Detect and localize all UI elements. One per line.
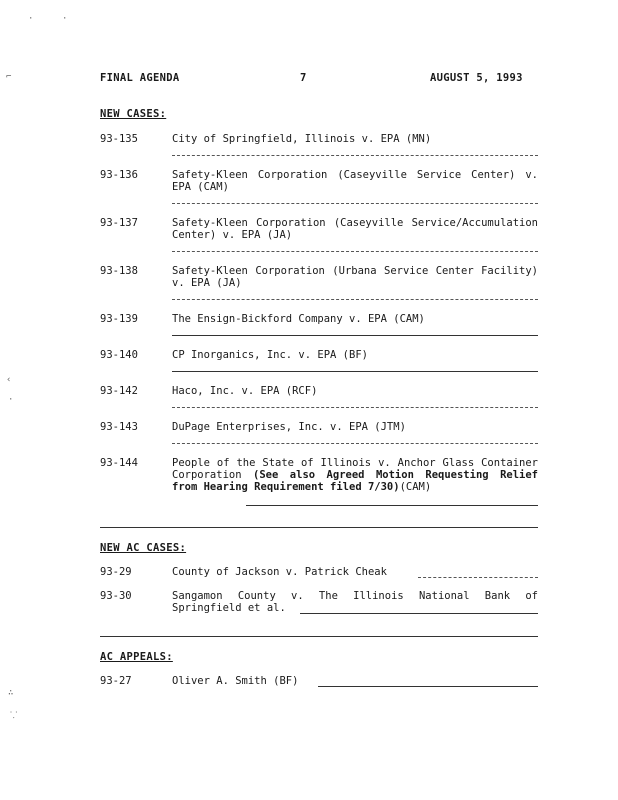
case-number: 93-144 xyxy=(100,457,138,469)
divider xyxy=(172,335,538,336)
scan-speck: · xyxy=(28,14,34,24)
divider xyxy=(246,505,538,506)
section-divider xyxy=(100,527,538,528)
case-number: 93-30 xyxy=(100,590,132,602)
case-number: 93-29 xyxy=(100,566,132,578)
scan-speck: · xyxy=(8,395,14,405)
case-title: Oliver A. Smith (BF) xyxy=(172,675,299,687)
scan-speck: ‹ xyxy=(6,375,12,385)
case-number: 93-142 xyxy=(100,385,138,397)
case-number: 93-136 xyxy=(100,169,138,181)
case-title: DuPage Enterprises, Inc. v. EPA (JTM) xyxy=(172,421,406,433)
agenda-date: AUGUST 5, 1993 xyxy=(430,72,523,84)
divider xyxy=(172,203,538,204)
case-title-plain: People of the State of Illinois v. Anchor Glass Container Corporation xyxy=(172,457,538,481)
divider xyxy=(318,686,538,687)
divider xyxy=(172,371,538,372)
case-title xyxy=(172,457,538,493)
case-number: 93-139 xyxy=(100,313,138,325)
divider xyxy=(172,443,538,444)
divider xyxy=(172,407,538,408)
scan-speck: · xyxy=(62,14,68,24)
divider xyxy=(172,299,538,300)
page-number: 7 xyxy=(300,72,307,84)
case-title: City of Springfield, Illinois v. EPA (MN) xyxy=(172,133,432,145)
section-ac-appeals: AC APPEALS: xyxy=(100,651,173,663)
case-title: The Ensign-Bickford Company v. EPA (CAM) xyxy=(172,313,425,325)
case-title: Safety-Kleen Corporation (Caseyville Service/Accumulation Center) v. EPA (JA) xyxy=(172,217,538,241)
scan-speck: ∴ xyxy=(8,688,14,698)
divider xyxy=(172,155,538,156)
case-title: Haco, Inc. v. EPA (RCF) xyxy=(172,385,318,397)
case-title: Sangamon County v. The Illinois National Bank of Springfield et al. xyxy=(172,590,538,614)
case-number: 93-27 xyxy=(100,675,132,687)
case-number: 93-140 xyxy=(100,349,138,361)
case-title: County of Jackson v. Patrick Cheak xyxy=(172,566,387,578)
scan-speck: ⌐ xyxy=(6,72,12,82)
divider xyxy=(172,251,538,252)
divider xyxy=(300,613,538,614)
section-new-ac-cases: NEW AC CASES: xyxy=(100,542,187,554)
section-divider xyxy=(100,636,538,637)
case-title: CP Inorganics, Inc. v. EPA (BF) xyxy=(172,349,368,361)
case-number: 93-138 xyxy=(100,265,138,277)
case-number: 93-135 xyxy=(100,133,138,145)
divider xyxy=(418,577,538,578)
case-title: Safety-Kleen Corporation (Urbana Service Center Facility) v. EPA (JA) xyxy=(172,265,538,289)
scan-speck: ⸪ xyxy=(10,711,18,721)
case-number: 93-137 xyxy=(100,217,138,229)
case-number: 93-143 xyxy=(100,421,138,433)
case-title-note: (See also Agreed Motion Requesting Relief from Hearing Requirement filed 7/30) xyxy=(172,469,538,493)
case-title-tail: (CAM) xyxy=(399,481,432,493)
case-title: Safety-Kleen Corporation (Caseyville Service Center) v. EPA (CAM) xyxy=(172,169,538,193)
agenda-title: FINAL AGENDA xyxy=(100,72,180,84)
section-new-cases: NEW CASES: xyxy=(100,108,167,120)
